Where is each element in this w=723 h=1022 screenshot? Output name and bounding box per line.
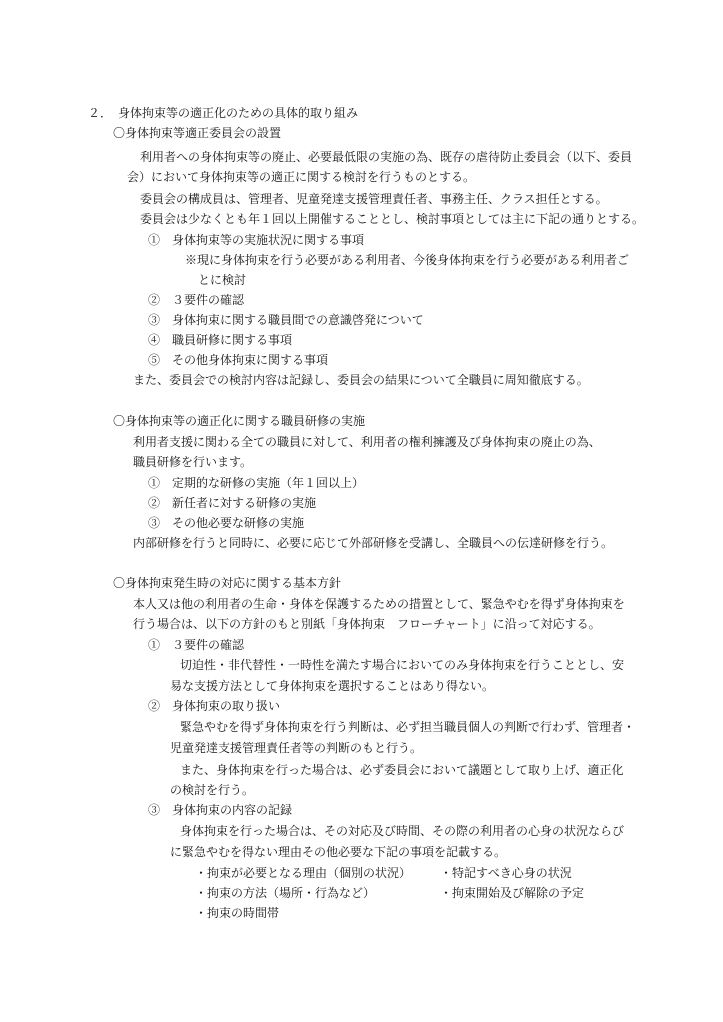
training-item: ① 定期的な研修の実施（年１回以上） bbox=[148, 476, 365, 490]
committee-item: ④ 職員研修に関する事項 bbox=[148, 333, 293, 347]
committee-title: 〇身体拘束等適正委員会の設置 bbox=[113, 126, 282, 140]
response-step-label: ① ３要件の確認 bbox=[148, 638, 245, 652]
record-item: ・拘束開始及び解除の予定 bbox=[440, 886, 585, 900]
committee-item-note: とに検討 bbox=[198, 273, 247, 287]
response-step-text: 易な支援方法として身体拘束を選択することはあり得ない。 bbox=[170, 679, 495, 693]
response-step-text: 切迫性・非代替性・一時性を満たす場合においてのみ身体拘束を行うこととし、安 bbox=[180, 658, 625, 672]
training-closing: 内部研修を行うと同時に、必要に応じて外部研修を受講し、全職員への伝達研修を行う。 bbox=[133, 536, 614, 550]
committee-intro-line: 会）において身体拘束等の適正に関する検討を行うものとする。 bbox=[127, 170, 476, 184]
committee-item: ③ 身体拘束に関する職員間での意識啓発について bbox=[148, 313, 424, 327]
response-step-label: ③ 身体拘束の内容の記録 bbox=[148, 803, 293, 817]
response-intro-line: 本人又は他の利用者の生命・身体を保護するための措置として、緊急やむを得ず身体拘束を bbox=[133, 597, 625, 611]
response-title: 〇身体拘束発生時の対応に関する基本方針 bbox=[113, 576, 342, 590]
committee-members: 委員会の構成員は、管理者、児童発達支援管理責任者、事務主任、クラス担任とする。 bbox=[140, 192, 608, 206]
training-title: 〇身体拘束等の適正化に関する職員研修の実施 bbox=[113, 414, 366, 428]
response-step-text: の検討を行う。 bbox=[170, 783, 255, 797]
response-step-text: 児童発達支援管理責任者等の判断のもと行う。 bbox=[170, 741, 423, 755]
response-step-text: また、身体拘束を行った場合は、必ず委員会において議題として取り上げ、適正化 bbox=[180, 763, 624, 777]
training-intro-line: 利用者支援に関わる全ての職員に対して、利用者の権利擁護及び身体拘束の廃止の為、 bbox=[133, 435, 601, 449]
record-item: ・拘束の方法（場所・行為など） bbox=[195, 886, 376, 900]
training-intro-line: 職員研修を行います。 bbox=[133, 455, 253, 469]
response-intro-line: 行う場合は、以下の方針のもと別紙「身体拘束 フローチャート」に沿って対応する。 bbox=[133, 617, 601, 631]
record-item: ・特記すべき心身の状況 bbox=[440, 866, 572, 880]
committee-intro-line: 利用者への身体拘束等の廃止、必要最低限の実施の為、既存の虐待防止委員会（以下、委員 bbox=[140, 150, 633, 164]
training-item: ② 新任者に対する研修の実施 bbox=[148, 496, 317, 510]
committee-frequency: 委員会は少なくとも年１回以上開催することとし、検討事項としては主に下記の通りとする。 bbox=[140, 212, 645, 226]
section-heading: ２． 身体拘束等の適正化のための具体的取り組み bbox=[88, 106, 359, 120]
record-item: ・拘束が必要となる理由（個別の状況） bbox=[195, 866, 412, 880]
response-step-label: ② 身体拘束の取り扱い bbox=[148, 699, 281, 713]
response-step-text: に緊急やむを得ない理由その他必要な下記の事項を記載する。 bbox=[170, 845, 507, 859]
committee-item: ① 身体拘束等の実施状況に関する事項 bbox=[148, 233, 365, 247]
record-item: ・拘束の時間帯 bbox=[195, 906, 280, 920]
response-step-text: 緊急やむを得ず身体拘束を行う判断は、必ず担当職員個人の判断で行わず、管理者・ bbox=[180, 720, 636, 734]
committee-item: ⑤ その他身体拘束に関する事項 bbox=[148, 353, 329, 367]
response-step-text: 身体拘束を行った場合は、その対応及び時間、その際の利用者の心身の状況ならび bbox=[180, 824, 625, 838]
training-item: ③ その他必要な研修の実施 bbox=[148, 516, 305, 530]
committee-item: ② ３要件の確認 bbox=[148, 293, 245, 307]
committee-closing: また、委員会での検討内容は記録し、委員会の結果について全職員に周知徹底する。 bbox=[133, 373, 589, 387]
committee-item-note: ※現に身体拘束を行う必要がある利用者、今後身体拘束を行う必要がある利用者ご bbox=[185, 253, 630, 267]
